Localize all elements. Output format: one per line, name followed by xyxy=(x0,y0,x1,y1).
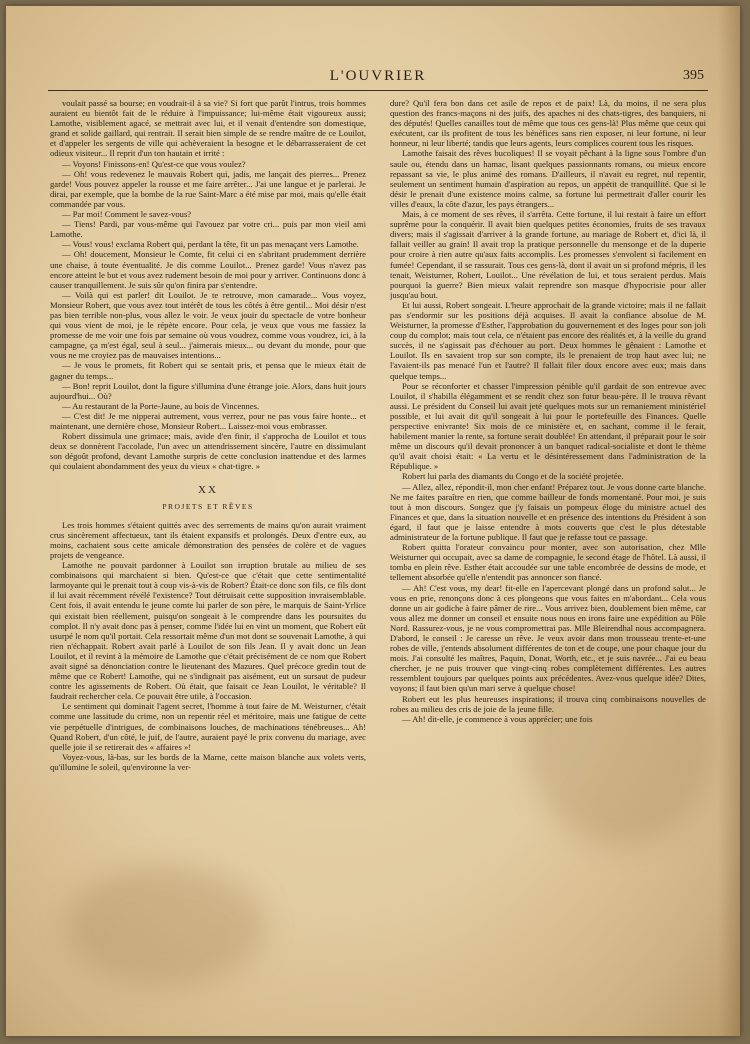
paragraph: Robert eut les plus heureuses inspirations; il trouva cinq combinaisons nouvelles de robes au milieu des cris de joie de la jeune fille. xyxy=(390,693,706,714)
torn-edge xyxy=(718,6,740,1036)
paragraph: Robert lui parla des diamants du Congo et de la société projetée. xyxy=(402,471,624,482)
paragraph: — C'est dit! Je me nipperai autrement, vous verrez, pour ne pas vous faire honte... et maintenant, une dernière chose, Monsieur Robert... Laissez-moi vous embrasser. xyxy=(50,410,366,431)
paragraph: Robert dissimula une grimace; mais, avide d'en finir, il s'approcha de Louilot et tous deux se donnèrent l'accolade, l'un avec un attendrissement sincère, l'autre en dissimulant son dégoût profond, devant Lamothe surpris de cette conclusion inattendue et des larmes qui coulaient abondamment des yeux du vieux « chat-tigre. » xyxy=(50,431,366,472)
paragraph: — Par moi! Comment le savez-vous? xyxy=(62,209,192,220)
paragraph: — Voyons! Finissons-en! Qu'est-ce que vous voulez? xyxy=(62,158,246,169)
paragraph: — Allez, allez, répondit-il, mon cher enfant! Préparez tout. Je vous donne carte blanche. Ne me faites paraître en rien, que comme bailleur de fonds momentané. Pour moi, je suis tout à mon discours. Songez que j'y faisais un pompeux éloge du ministre actuel des Finances et que, dans la situation nouvelle et en présence des intentions du Président à son égard, il faut que je laisse entendre à mots couverts que c'est le plus détestable administrateur de la fortune publique. Il faut que je refasse tout ce passage. xyxy=(390,481,706,543)
paragraph: Lamothe faisait des rêves bucoliques! Il se voyait pêchant à la ligne sous l'ombre d'un saule ou, étendu dans un hamac, lisant quelques passionnants romans, ou mieux encore repassant sa vie, le plus animé des romans. D'ailleurs, il n'avait eu regret, nul repentir, seulement un sentiment humain d'aspiration au repos, un appétit de tranquillité. Que si le désir le prenait d'une existence moins calme, sa fortune lui permettrait d'aller courir les villes d'eaux, la côte d'azur, les pays étrangers... xyxy=(390,148,706,209)
journal-title: L'OUVRIER xyxy=(329,68,427,84)
paragraph: — Oh! vous redevenez le mauvais Robert qui, jadis, me lançait des pierres... Prenez garde! Vous pouvez appeler la rousse et me faire arrêter... J'ai une langue et je parlerai. Je dirai, par exemple, que la bombe de la rue Saint-Marc a été mise par moi, mais qu'elle était commandée par vous. xyxy=(50,168,366,209)
newspaper-page xyxy=(6,6,740,1036)
paragraph: — Oh! doucement, Monsieur le Comte, fit celui ci en s'abritant prudemment derrière une chaise, à toute éventualité. Je dis comme Louilot... Prenez garde! Vous n'avez pas encore atteint le but et vous avez rudement besoin de moi pour y arriver. Continuons donc à causer tranquillement. Je suis sûr qu'on finira par s'entendre. xyxy=(50,249,366,290)
right-column xyxy=(390,98,706,998)
paragraph: Les trois hommes s'étaient quittés avec des serrements de mains qu'on aurait vraiment crus sincèrement affectueux, tant ils étaient expansifs et prolongés. Deux d'entre eux, au moins, cachaient sous cette amicale démonstration des pensées de colère et de vagues projets de vengeance. xyxy=(50,519,366,560)
paragraph: Pour se réconforter et chasser l'impression pénible qu'il gardait de son entrevue avec Louilot, il s'habilla élégamment et se rendit chez son futur beau-père. Il le trouva rêvant aussi. Le président du Conseil lui avait jeté quelques mots sur un remaniement ministériel possible, et lui avait dit qu'il songeait à lui pour le portefeuille des Finances. Quelle perspective enivrante! Six mois de ce ministère et, en sachant, comme il le ferait, habilement manier la rente, sa fortune serait doublée! En attendant, il préparait pour le soir même un discours qu'il devait prononcer à un banquet radical-socialiste et dont le thème qu'il avait choisi était: « La vertu et le désintéressement dans l'administration de la République. » xyxy=(390,380,706,472)
paragraph: Voyez-vous, là-bas, sur les bords de la Marne, cette maison blanche aux volets verts, qu'illumine le soleil, qu'environne la ver- xyxy=(50,751,366,772)
paragraph: — Je vous le promets, fit Robert qui se sentait pris, et pensa que le mieux était de gagner du temps... xyxy=(50,360,366,381)
chapter-title: PROJETS ET RÊVES xyxy=(162,501,254,511)
page-header xyxy=(48,64,708,91)
chapter-number: XX xyxy=(198,484,218,497)
paragraph: — Vous! vous! exclama Robert qui, perdant la tête, fit un pas menaçant vers Lamothe. xyxy=(62,239,359,250)
paragraph: — Voilà qui est parler! dit Louilot. Je te retrouve, mon camarade... Vous voyez, Monsieur Robert, que vous avez tout intérêt de tous les côtés à être gentil... Moi désir n'est pas bien terrible non-plus, vous allez le voir. Je veux jouir du spectacle de votre bonheur qui vous vient de moi, je le répète encore. Pour cela, je veux que vous me fassiez la promesse de me voir une fois par semaine où vous voudrez, comme vous voudrez, ici, à la campagne, ça m'est égal, seul à seul... j'aimerais mieux... ou devant du monde, pour que vous ne me croyiez pas de mauvaises intentions... xyxy=(50,289,366,361)
paragraph: Et lui aussi, Robert songeait. L'heure approchait de la grande victoire; mais il ne fallait pas s'endormir sur les positions déjà acquises. Il avait la confiance absolue de M. Weisturner, la promesse d'Esther, l'approbation du gouvernement et des loges pour son joli coup du complot; mais tout cela, ce n'étaient pas encore des réalités et, à la veille du grand succès, il ne s'agissait pas d'échouer au port. Deux hommes le gênaient : Lamothe et Louilot. Ils en savaient trop sur son compte, ils le prenaient de trop haut avec lui; ne l'avaient-ils pas menacé l'un et l'autre? Il fallait filer doux encore avec eux; mais dans quelque temps... xyxy=(390,299,706,381)
paragraph: — Bon! reprit Louilot, dont la figure s'illumina d'une étrange joie. Alors, dans huit jours aujourd'hui... Où? xyxy=(50,380,366,401)
paragraph: Le sentiment qui dominait l'agent secret, l'homme à tout faire de M. Weisturner, c'était comme une lassitude du crime, non un repentir réel et méritoire, mais une fatigue de cette vie perpétuelle d'intrigues, de combinaisons louches, de machinations ténébreuses... Ah! Quand Robert, d'un côté, le juif, de l'autre, auraient payé le prix convenu du mariage, avec quelle joie il se retirerait des « affaires »! xyxy=(50,701,366,752)
paragraph: — Ah! dit-elle, je commence à vous apprécier; une fois xyxy=(402,713,593,724)
paragraph: Lamothe ne pouvait pardonner à Louilot son irruption brutale au milieu de ses combinaisons qui marchaient si bien. Qu'est-ce que c'était que cette sentimentalité larmoyante qui le prenait tout à coup vis-à-vis de Robert? Était-ce donc son fils, ce fils dont il lui avait récemment révélé l'existence? Tout détruisait cette supposition invraisemblable. Cent fois, il avait entendu le jeune comte lui parler de son père, le marquis de Saint-Yrlice qui existait bien réellement, puisqu'on songeait à le comprendre dans les poursuites du complot. Il n'y avait donc pas à penser, comme l'idée lui en vint un moment, que Robert eût usurpé le nom qu'il portait. Cela ressortait même d'un mot dont se souvenait Lamothe, à qui rien n'échappait. Robert avait parlé à Louilot de son fils Jean. Il y avait donc un Jean Louilot, et il revint à la mémoire de Lamothe que c'était précisément de ce nom que Robert avait signé sa dénonciation contre le lieutenant des Mazures. Quel précoce gredin tout de même que ce Robert! Lamothe, qui ne s'indignait pas aisément, eut un sursaut de pudeur contre les agissements de Robert. Où était, que faisait ce Jean Louilot, le véritable? Il faudrait rechercher cela. Ce pouvait être utile, à l'occasion. xyxy=(50,560,366,702)
paragraph: Robert quitta l'orateur convaincu pour monter, avec son autorisation, chez Mlle Weisturner qui occupait, avec sa dame de compagnie, le second étage de l'hôtel. Là aussi, il tomba en plein rêve. Esther était accoudée sur une table encombrée de dessins de mode, et tellement absorbée qu'elle n'entendit pas annoncer son fiancé. xyxy=(390,542,706,583)
paragraph: — Ah! C'est vous, my dear! fit-elle en l'apercevant plongé dans un profond salut... Je vous en prie, renonçons donc à ces plongeons que vous faites en m'abordant... Cela vous donne un air godiche à faire pâmer de rire... Vous arrivez bien, doublement bien même, car vous allez me donner un conseil et ensuite nous nous en irons faire une expédition au Pôle Nord. Rassurez-vous, je ne vous compromettrai pas. Mlle Bleirendhal nous accompagnera. D'abord, le conseil : Je caresse un rêve. Je veux avoir dans mon trousseau trente-et-une robes de ville, j'entends absolument différentes de ton et de coupe, une pour chaque jour du mois. J'ai consulté les maîtres, Paquin, Donat, Worth, etc., et je suis navrée... J'ai eu beau chercher, je ne puis trouver que vingt-cinq robes complètement différentes. Les autres ressemblent toujours par quelques points aux précédentes. Avez-vous quelque idée? Dites, voyons; il faut bien qu'un mari serve à quelque chose! xyxy=(390,582,706,694)
paragraph: — Tiens! Pardi, par vous-même qui l'avouez par votre cri... puis par mon vieil ami Lamothe. xyxy=(50,219,366,240)
paragraph: — Au restaurant de la Porte-Jaune, au bois de Vincennes. xyxy=(62,400,260,411)
page-number: 395 xyxy=(683,68,704,83)
paragraph: Mais, à ce moment de ses rêves, il s'arrêta. Cette fortune, il lui restait à faire un effort suprême pour la conquérir. Il avait bien quelques petites économies, fruits de ses travaux divers; mais il s'agissait d'arriver à la grande fortune, au mariage de Robert et, d'ici là, il fallait veiller au grain! Il avait trop la pratique personnelle du mensonge et de la duperie pour croire à rien autre qu'aux faits accomplis. Les promesses s'envolent si facilement en fumée! Cependant, il se rassurait. Tous ces gens-là, dont il avait un si profond mépris, il les tenait, Weisturner, Robert, Louilot... Une révélation de lui, et tous seraient perdus. Mais pourquoi la guerre? Bien mieux valait reprendre son masque d'hypocrisie pour aller jusqu'au bout. xyxy=(390,209,706,300)
paragraph: voulait passé sa bourse; en voudrait-il à sa vie? Si fort que parût l'intrus, trois hommes auraient eu bientôt fait de le réduire à l'impuissance; lui-même était vigoureux aussi; Lamothe, visiblement agacé, se mettrait avec lui, et il venait d'entendre son domestique, grand et solide gaillard, qui rentrait. Il serait bien simple de se rendre maître de ce Louilot, et d'appeler les sergents de ville qui achèveraient la besogne et le débarrasseraient de cet odieux visiteur... Il reprit d'un ton hautain et irrité : xyxy=(50,98,366,159)
paragraph: dure? Qu'il fera bon dans cet asile de repos et de paix! Là, du moins, il ne sera plus question des francs-maçons ni des juifs, des apaches ni des chats-tigres, des banquiers, ni des députés! Quelles canailles tout de même que tous ces gens-là! Plus même que ceux qui exécutent, car ils profitent de tous les bénéfices sans rien exposer, ni leur fortune, ni leur honneur, ni leur liberté; tandis que leurs agents, leurs complices courent tous les risques. xyxy=(390,98,706,149)
left-column xyxy=(50,98,366,998)
